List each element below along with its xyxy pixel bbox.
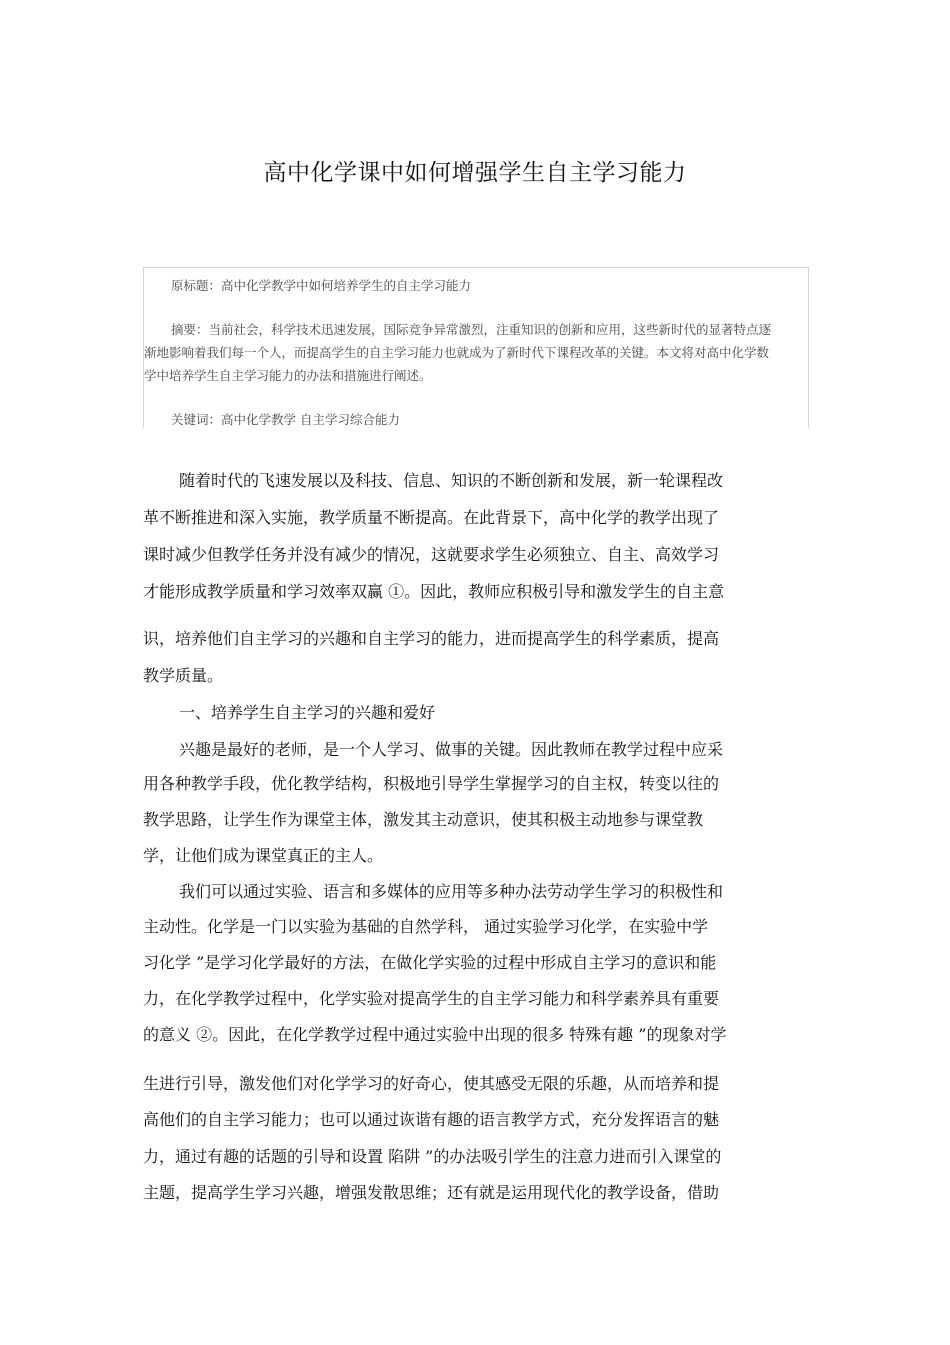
paragraph-line: 的意义 ②。因此，在化学教学过程中通过实验中出现的很多 特殊有趣 ”的现象对学 bbox=[143, 1025, 727, 1044]
paragraph-line: 教学质量。 bbox=[143, 666, 224, 685]
abstract-box bbox=[143, 267, 809, 428]
document-title: 高中化学课中如何增强学生自主学习能力 bbox=[263, 160, 687, 186]
paragraph-line: 主动性。化学是一门以实验为基础的自然学科， 通过实验学习化学，在实验中学 bbox=[143, 917, 709, 936]
abstract-line: 渐地影响着我们每一个人，而提高学生的自主学习能力也就成为了新时代下课程改革的关键。本文将对高中化学数 bbox=[144, 345, 770, 360]
keywords: 关键词：高中化学教学 自主学习综合能力 bbox=[171, 412, 400, 427]
original-title: 原标题：高中化学教学中如何培养学生的自主学习能力 bbox=[171, 278, 472, 293]
paragraph-line: 高他们的自主学习能力；也可以通过诙谐有趣的语言教学方式，充分发挥语言的魅 bbox=[143, 1110, 720, 1129]
paragraph-line: 生进行引导，激发他们对化学学习的好奇心，使其感受无限的乐趣，从而培养和提 bbox=[143, 1074, 720, 1093]
paragraph-line: 革不断推进和深入实施，教学质量不断提高。在此背景下，高中化学的教学出现了 bbox=[143, 508, 720, 527]
section-heading: 一、培养学生自主学习的兴趣和爱好 bbox=[179, 703, 436, 722]
paragraph-line: 学，让他们成为课堂真正的主人。 bbox=[143, 846, 384, 865]
paragraph-line: 随着时代的飞速发展以及科技、信息、知识的不断创新和发展，新一轮课程改 bbox=[179, 471, 724, 490]
paragraph-line: 习化学 ”是学习化学最好的方法，在做化学实验的过程中形成自主学习的意识和能 bbox=[143, 953, 717, 972]
paragraph-line: 识，培养他们自主学习的兴趣和自主学习的能力，进而提高学生的科学素质，提高 bbox=[143, 629, 720, 648]
abstract-line: 摘要：当前社会，科学技术迅速发展，国际竞争异常激烈，注重知识的创新和应用，这些新时代的显著特点逐 bbox=[171, 322, 772, 337]
paragraph-line: 力，在化学教学过程中，化学实验对提高学生的自主学习能力和科学素养具有重要 bbox=[143, 989, 720, 1008]
paragraph-line: 兴趣是最好的老师，是一个人学习、做事的关键。因此教师在教学过程中应采 bbox=[179, 740, 724, 759]
paragraph-line: 才能形成教学质量和学习效率双赢 ①。因此，教师应积极引导和激发学生的自主意 bbox=[143, 582, 725, 601]
paragraph-line: 力，通过有趣的话题的引导和设置 陷阱 ”的办法吸引学生的注意力进而引入课堂的 bbox=[143, 1147, 722, 1166]
paragraph-line: 课时减少但教学任务并没有减少的情况，这就要求学生必须独立、自主、高效学习 bbox=[143, 545, 720, 564]
abstract-line: 学中培养学生自主学习能力的办法和措施进行阐述。 bbox=[144, 368, 432, 383]
paragraph-line: 我们可以通过实验、语言和多媒体的应用等多种办法劳动学生学习的积极性和 bbox=[179, 882, 724, 901]
paragraph-line: 用各种教学手段，优化教学结构，积极地引导学生掌握学习的自主权，转变以往的 bbox=[143, 774, 720, 793]
paragraph-line: 主题，提高学生学习兴趣，增强发散思维；还有就是运用现代化的教学设备，借助 bbox=[143, 1183, 720, 1202]
paragraph-line: 教学思路，让学生作为课堂主体，激发其主动意识，使其积极主动地参与课堂教 bbox=[143, 810, 704, 829]
